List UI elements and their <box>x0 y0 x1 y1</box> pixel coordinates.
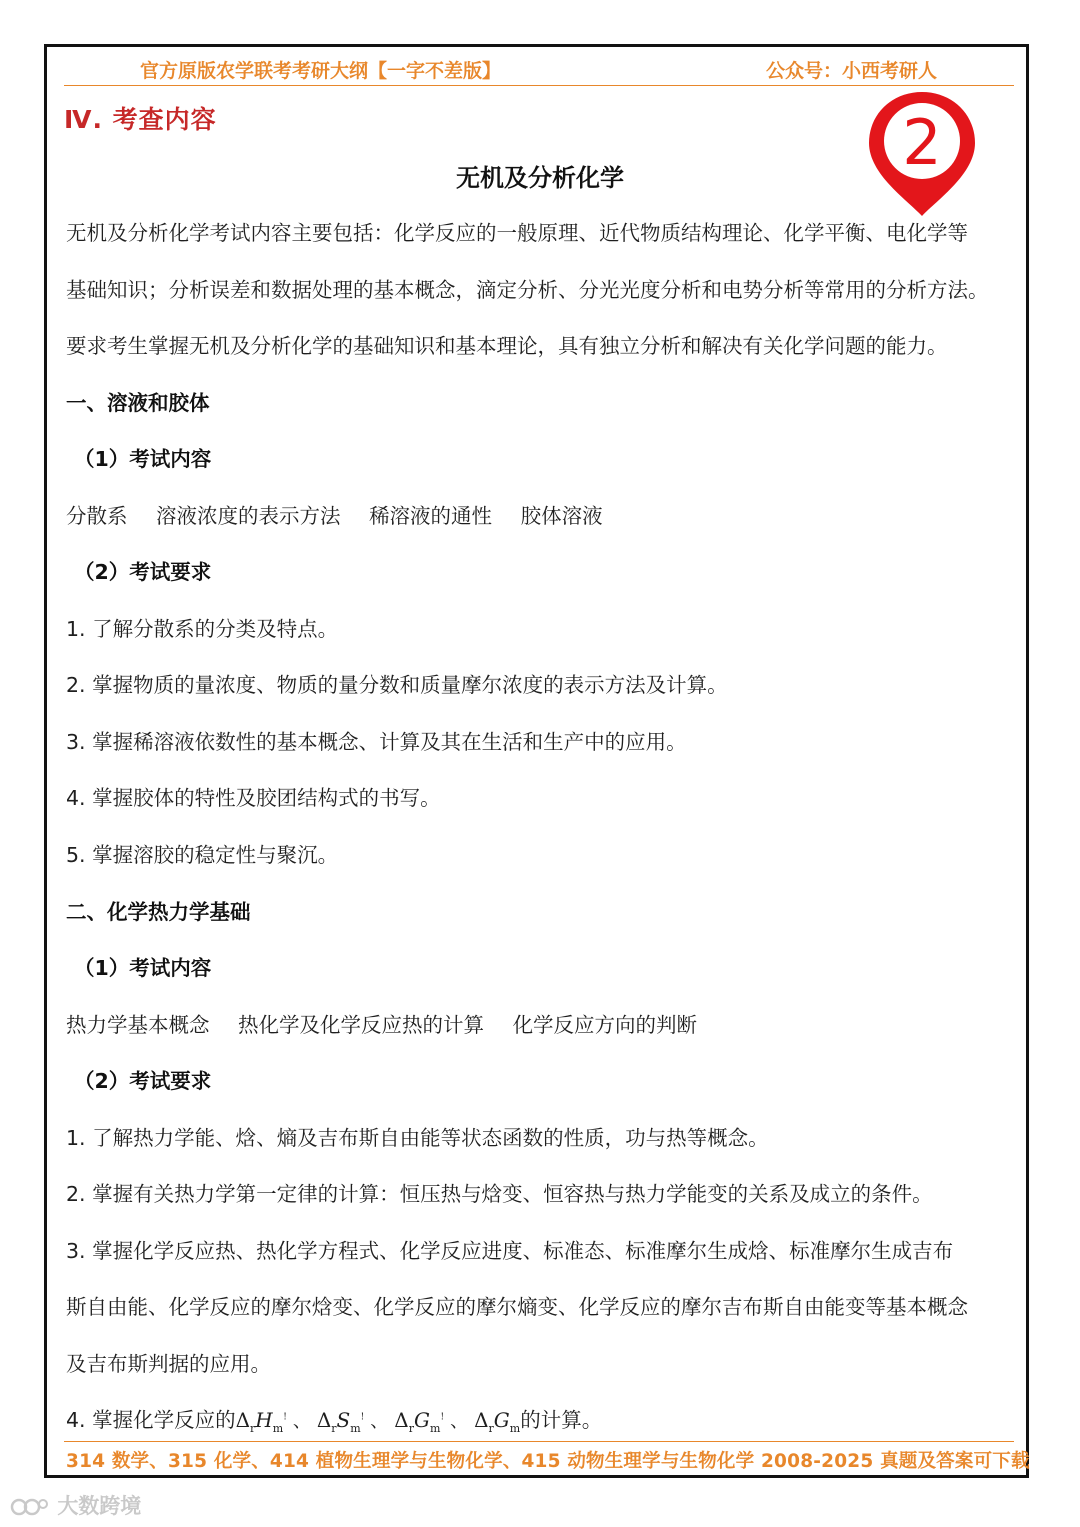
part2-req-heading: （2）考试要求 <box>74 1069 212 1093</box>
part2-req-3-line-3: 及吉布斯判据的应用。 <box>66 1352 271 1376</box>
req4-prefix: 4. 掌握化学反应的 <box>66 1408 236 1432</box>
part2-req-2: 2. 掌握有关热力学第一定律的计算：恒压热与焓变、恒容热与热力学能变的关系及成立的条件。 <box>66 1182 933 1206</box>
watermark-text: 大数跨境 <box>57 1494 142 1518</box>
topic-item: 热化学及化学反应热的计算 <box>238 1013 485 1037</box>
footer-text: 314 数学、315 化学、414 植物生理学与生物化学、415 动物生理学与生物化学 2008-2025 真题及答案可下载 <box>66 1451 1030 1472</box>
part1-heading: 一、溶液和胶体 <box>66 391 210 415</box>
number-badge <box>867 88 977 218</box>
part2-req-1: 1. 了解热力学能、焓、熵及吉布斯自由能等状态函数的性质，功与热等概念。 <box>66 1126 769 1150</box>
part2-topics <box>66 1008 719 1038</box>
part2-req-3-line-2: 斯自由能、化学反应的摩尔焓变、化学反应的摩尔熵变、化学反应的摩尔吉布斯自由能变等基本概念 <box>66 1295 968 1319</box>
watermark-logo-icon <box>10 1496 50 1518</box>
part1-req-heading: （2）考试要求 <box>74 560 212 584</box>
topic-item: 胶体溶液 <box>520 504 603 528</box>
formula-gibbs-standard: $\Delta_rG_m^!$ <box>394 1408 445 1435</box>
header-right-text: 公众号：小西考研人 <box>766 60 938 82</box>
part2-req-3-line-1: 3. 掌握化学反应热、热化学方程式、化学反应进度、标准态、标准摩尔生成焓、标准摩尔生成吉布 <box>66 1239 954 1263</box>
topic-item: 热力学基本概念 <box>66 1013 210 1037</box>
header-left-text: 官方原版农学联考考研大纲【一字不差版】 <box>140 60 502 82</box>
part1-req-5: 5. 掌握溶胶的稳定性与聚沉。 <box>66 843 339 867</box>
header-divider <box>64 85 1014 86</box>
map-pin-icon <box>867 88 977 218</box>
part2-req-4: 4. 掌握化学反应的$\Delta_rH_m^!$ 、 $\Delta_rS_m^!$ 、 $\Delta_rG_m^!$ 、 $\Delta_rG_m$的计算。 <box>66 1408 603 1435</box>
section-title: Ⅳ. 考查内容 <box>64 105 217 134</box>
part1-content-heading: （1）考试内容 <box>74 447 212 471</box>
part2-content-heading: （1）考试内容 <box>74 956 212 980</box>
intro-line-1: 无机及分析化学考试内容主要包括：化学反应的一般原理、近代物质结构理论、化学平衡、电化学等 <box>66 221 968 245</box>
topic-item: 溶液浓度的表示方法 <box>156 504 341 528</box>
document-title: 无机及分析化学 <box>456 164 624 192</box>
part1-req-4: 4. 掌握胶体的特性及胶团结构式的书写。 <box>66 786 441 810</box>
intro-line-3: 要求考生掌握无机及分析化学的基础知识和基本理论，具有独立分析和解决有关化学问题的能力。 <box>66 334 948 358</box>
part2-heading: 二、化学热力学基础 <box>66 900 251 924</box>
watermark <box>10 1490 141 1520</box>
topic-item: 化学反应方向的判断 <box>512 1013 698 1037</box>
topic-item: 稀溶液的通性 <box>369 504 493 528</box>
formula-gibbs: $\Delta_rG_m$ <box>474 1408 521 1435</box>
part1-req-3: 3. 掌握稀溶液依数性的基本概念、计算及其在生活和生产中的应用。 <box>66 730 687 754</box>
formula-enthalpy: $\Delta_rH_m^!$ <box>235 1408 287 1435</box>
part1-req-1: 1. 了解分散系的分类及特点。 <box>66 617 339 641</box>
topic-item: 分散系 <box>66 504 128 528</box>
part1-req-2: 2. 掌握物质的量浓度、物质的量分数和质量摩尔浓度的表示方法及计算。 <box>66 673 728 697</box>
formula-entropy: $\Delta_rS_m^!$ <box>316 1408 365 1435</box>
footer-divider <box>64 1441 1014 1442</box>
badge-number: 2 <box>902 106 942 179</box>
intro-line-2: 基础知识；分析误差和数据处理的基本概念，滴定分析、分光光度分析和电势分析等常用的分析方法。 <box>66 278 989 302</box>
req4-suffix: 的计算。 <box>520 1408 603 1432</box>
part1-topics <box>66 499 625 529</box>
